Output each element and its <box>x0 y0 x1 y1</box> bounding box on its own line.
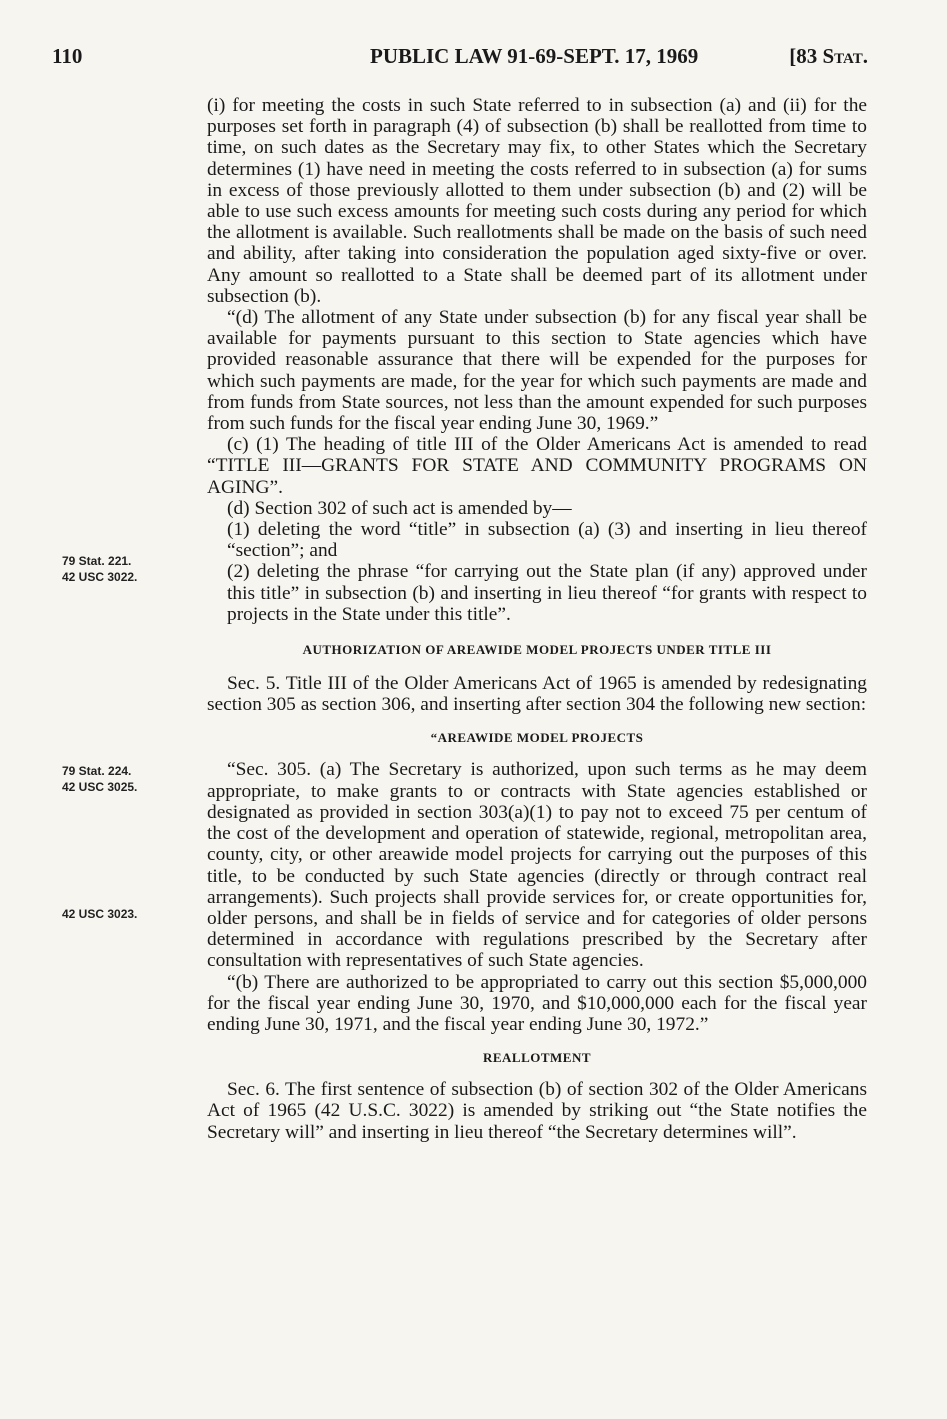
page-title: PUBLIC LAW 91-69-SEPT. 17, 1969 <box>370 44 699 68</box>
paragraph: (1) deleting the word “title” in subsection (a) (3) and inserting in lieu thereof “section”; and <box>227 519 867 562</box>
paragraph: (d) Section 302 of such act is amended by— <box>227 497 572 519</box>
page-header <box>52 44 868 74</box>
paragraph: “(b) There are authorized to be appropriated to carry out this section $5,000,000 for the fiscal year ending June 30, 1970, and $10,000,000 each for the fiscal year ending June 30, 1971, and the fiscal year ending June 30, 1972.” <box>207 971 867 1035</box>
margin-note-line: 42 USC 3022. <box>62 570 138 584</box>
section-heading: “AREAWIDE MODEL PROJECTS <box>430 730 644 746</box>
paragraph: “(d) The allotment of any State under subsection (b) for any fiscal year shall be available for payments pursuant to this section to State agencies which have provided reasonable assurance that there will be expended for the purposes for which such payments are made, for the year for which such payments are made and from funds from State sources, not less than the amount expended for such purposes from such funds for the fiscal year ending June 30, 1969.” <box>207 307 867 435</box>
margin-note-1 <box>62 553 192 585</box>
page-number: 110 <box>52 44 83 68</box>
volume-reference: [83 Stat. <box>789 44 868 68</box>
margin-note-line: 42 USC 3025. <box>62 780 138 794</box>
margin-note-3 <box>62 906 192 922</box>
paragraph: Sec. 5. Title III of the Older Americans Act of 1965 is amended by redesignating section 305 as section 306, and inserting after section 304 the following new section: <box>207 673 867 716</box>
paragraph: “Sec. 305. (a) The Secretary is authorized, upon such terms as he may deem appropriate, to make grants to or contracts with State agencies established or designated as provided in section 303(a)(1) to pay not to exceed 75 per centum of the cost of the development and operation of statewide, regional, metropolitan area, county, city, or other areawide model projects for carrying out the purposes of this title, to be conducted by such State agencies (directly or through contract real arrangements). Such projects shall provide services for, or create opportunities for, older persons, and shall be in fields of service and for categories of older persons determined in accordance with regulations prescribed by the Secretary after consultation with representatives of such State agencies. <box>207 759 867 972</box>
margin-note-line: 79 Stat. 224. <box>62 764 132 778</box>
paragraph: (c) (1) The heading of title III of the Older Americans Act is amended to read “TITLE III—GRANTS FOR STATE AND COMMUNITY PROGRAMS ON AGING”. <box>207 434 867 498</box>
paragraph: Sec. 6. The first sentence of subsection (b) of section 302 of the Older Americans Act of 1965 (42 U.S.C. 3022) is amended by striking out “the State notifies the Secretary will” and inserting in lieu thereof “the Secretary determines will”. <box>207 1079 867 1143</box>
section-heading: REALLOTMENT <box>482 1050 592 1066</box>
document-body <box>207 95 867 1143</box>
margin-note-line: 79 Stat. 221. <box>62 554 132 568</box>
paragraph: (2) deleting the phrase “for carrying out the State plan (if any) approved under this title” in subsection (b) and inserting in lieu thereof “for grants with respect to projects in the State under this title”. <box>227 561 867 625</box>
section-heading: AUTHORIZATION OF AREAWIDE MODEL PROJECTS UNDER TITLE III <box>302 642 772 658</box>
margin-note-2 <box>62 763 192 795</box>
margin-note-line: 42 USC 3023. <box>62 907 138 921</box>
paragraph: (i) for meeting the costs in such State referred to in subsection (a) and (ii) for the purposes set forth in paragraph (4) of subsection (b) shall be reallotted from time to time, on such dates as the Secretary may fix, to other States which the Secretary determines (1) have need in meeting the costs referred to in subsection (a) for sums in excess of those previously allotted to them under subsection (b) and (2) will be able to use such excess amounts for meeting such costs during any period for which the allotment is available. Such reallotments shall be made on the basis of such need and ability, after taking into consideration the population aged sixty-five or over. Any amount so reallotted to a State shall be deemed part of its allotment under subsection (b). <box>207 95 867 307</box>
